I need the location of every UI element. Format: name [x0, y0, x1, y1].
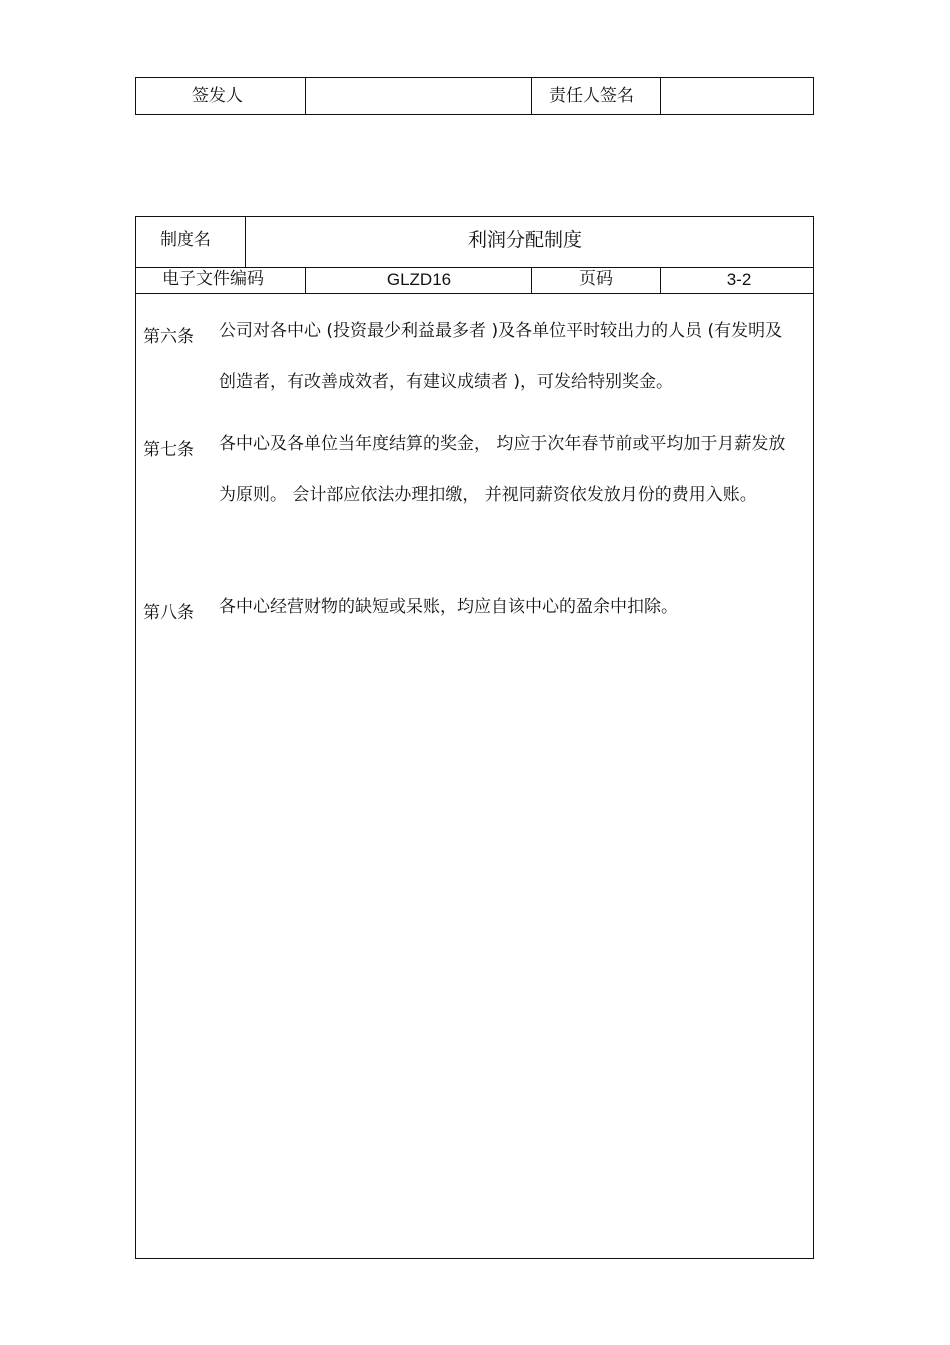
page-title: 利润分配制度: [467, 229, 583, 251]
article-text: 各中心经营财物的缺短或呆账，均应自该中心的盈余中扣除。: [219, 597, 678, 617]
responsible-signature-field[interactable]: [660, 77, 814, 115]
file-code-label-cell: [135, 267, 306, 294]
issuer-label: 签发人: [192, 86, 243, 106]
article-number: 第七条: [143, 440, 194, 460]
responsible-label-cell: [531, 77, 661, 115]
issuer-signature-field[interactable]: [305, 77, 532, 115]
page-label: 页码: [579, 269, 613, 289]
article-6: [143, 322, 803, 432]
article-number: 第八条: [143, 603, 194, 623]
system-name-label-cell: [135, 216, 246, 268]
article-8: [143, 598, 803, 658]
file-code-value: GLZD16: [386, 270, 452, 289]
file-code-cell: [305, 267, 532, 294]
article-7: [143, 435, 803, 595]
system-name-cell: [245, 216, 814, 268]
responsible-label: 责任人签名: [549, 86, 634, 106]
page-value-cell: [660, 267, 814, 294]
article-text: 公司对各中心 (投资最少利益最多者 )及各单位平时较出力的人员 (有发明及创造者，有改善成效者，有建议成绩者 )，可发给特别奖金。: [219, 321, 783, 392]
article-text: 各中心及各单位当年度结算的奖金， 均应于次年春节前或平均加于月薪发放为原则。 会计部应依法办理扣缴， 并视同薪资依发放月份的费用入账。: [219, 434, 786, 505]
page-value: 3-2: [726, 270, 752, 289]
article-number: 第六条: [143, 327, 194, 347]
issuer-label-cell: [135, 77, 306, 115]
page-label-cell: [531, 267, 661, 294]
file-code-label: 电子文件编码: [162, 269, 264, 289]
system-name-label: 制度名: [160, 230, 211, 250]
